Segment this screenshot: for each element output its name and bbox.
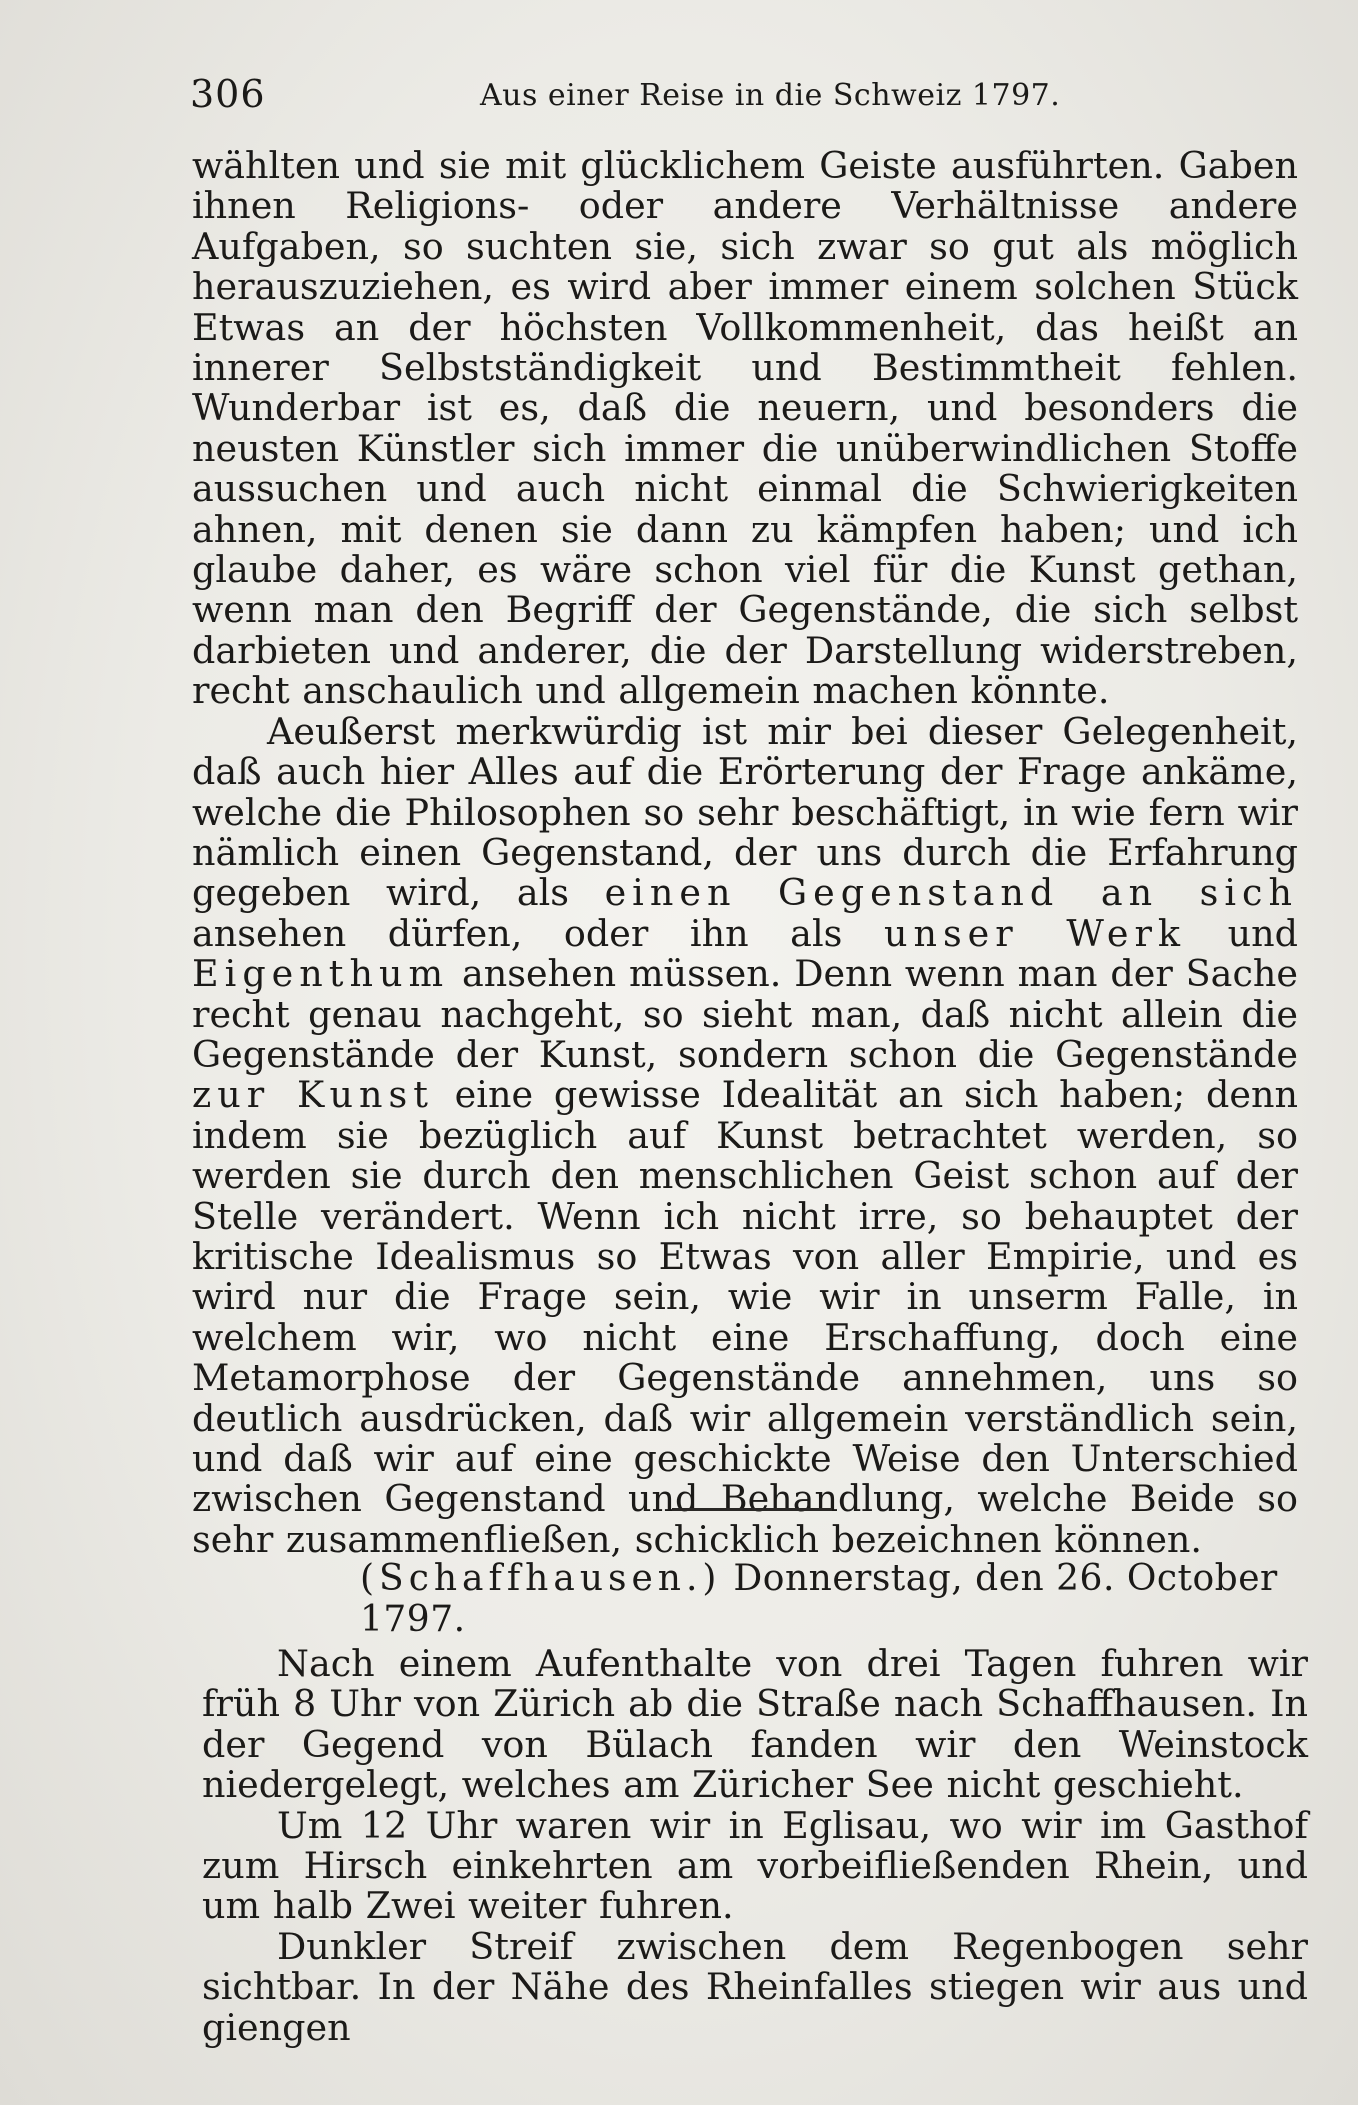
emphasis-gegenstand-an-sich: einen Gegenstand an sich <box>604 871 1298 915</box>
dateline-date: Donnerstag, den 26. October 1797. <box>360 1558 1278 1640</box>
text-run: und <box>1186 911 1298 955</box>
dateline-place: (Schaffhausen.) <box>360 1558 722 1599</box>
dateline <box>360 1558 1310 1640</box>
emphasis-zur-kunst: zur Kunst <box>192 1073 434 1117</box>
page-header <box>190 72 1190 122</box>
paragraph-idealism <box>192 709 1299 1561</box>
section-divider <box>672 1508 832 1511</box>
text-run: ansehen dürfen, oder ihn als <box>192 911 884 955</box>
text-run: Aeußerst merkwürdig ist mir bei dieser Gelegenheit, daß auch hier Alles auf die Erörterung der Frage ankäme, welche die Philosophen so sehr beschäftigt, in wie fern wir nämlich einen Gegenstand, der uns durch die Erfahrung gegeben wird, als <box>192 709 1298 915</box>
paragraph-departure: Nach einem Aufenthalte von drei Tagen fuhren wir früh 8 Uhr von Zürich ab die Straße nach Schaffhausen. In der Gegend von Bülach fanden wir den Weinstock niedergelegt, welches am Züricher See nicht geschieht. <box>202 1642 1308 1807</box>
paragraph-continued: wählten und sie mit glücklichem Geiste ausführten. Gaben ihnen Religions- oder andere Verhältnisse andere Aufgaben, so suchten sie, sich zwar so gut als möglich herauszuziehen, es wird aber immer einem solchen Stück Etwas an der höchsten Vollkommenheit, das heißt an innerer Selbstständigkeit und Bestimmtheit fehlen. Wunderbar ist es, daß die neuern, und besonders die neusten Künstler sich immer die unüberwindlichen Stoffe aussuchen und auch nicht einmal die Schwierigkeiten ahnen, mit denen sie dann zu kämpfen haben; und ich glaube daher, es wäre schon viel für die Kunst gethan, wenn man den Begriff der Gegenstände, die sich selbst darbieten und anderer, die der Darstellung widerstreben, recht anschaulich und allgemein machen könnte. <box>192 144 1298 713</box>
running-title: Aus einer Reise in die Schweiz 1797. <box>480 78 1061 113</box>
text-run: ansehen müssen. Denn wenn man der Sache recht genau nachgeht, so sieht man, daß nicht allein die Gegenstände der Kunst, sondern schon die Gegenstände <box>192 952 1298 1076</box>
paragraph-rheinfall: Dunkler Streif zwischen dem Regenbogen sehr sichtbar. In der Nähe des Rheinfalles stiegen wir aus und giengen <box>202 1924 1308 2049</box>
text-run: eine gewisse Idealität an sich haben; denn indem sie bezüglich auf Kunst betrachtet werden, so werden sie durch den menschlichen Geist schon auf der Stelle verändert. Wenn ich nicht irre, so behauptet der kritische Idealismus so Etwas von aller Empirie, und es wird nur die Frage sein, wie wir in unserm Falle, in welchem wir, wo nicht eine Erschaffung, doch eine Metamorphose der Gegenstände annehmen, uns so deutlich ausdrücken, daß wir allgemein verständlich sein, und daß wir auf eine geschickte Weise den Unterschied zwischen Gegenstand und Behandlung, welche Beide so sehr zusammenfließen, schicklich bezeichnen können. <box>192 1073 1299 1561</box>
emphasis-eigenthum: Eigenthum <box>192 952 450 996</box>
section-1-text <box>192 146 1298 1560</box>
section-2-text <box>202 1644 1308 2048</box>
page-number: 306 <box>190 72 266 116</box>
paragraph-eglisau: Um 12 Uhr waren wir in Eglisau, wo wir im Gasthof zum Hirsch einkehrten am vorbeifließenden Rhein, und um halb Zwei weiter fuhren. <box>202 1803 1308 1928</box>
emphasis-unser-werk: unser Werk <box>883 911 1187 955</box>
